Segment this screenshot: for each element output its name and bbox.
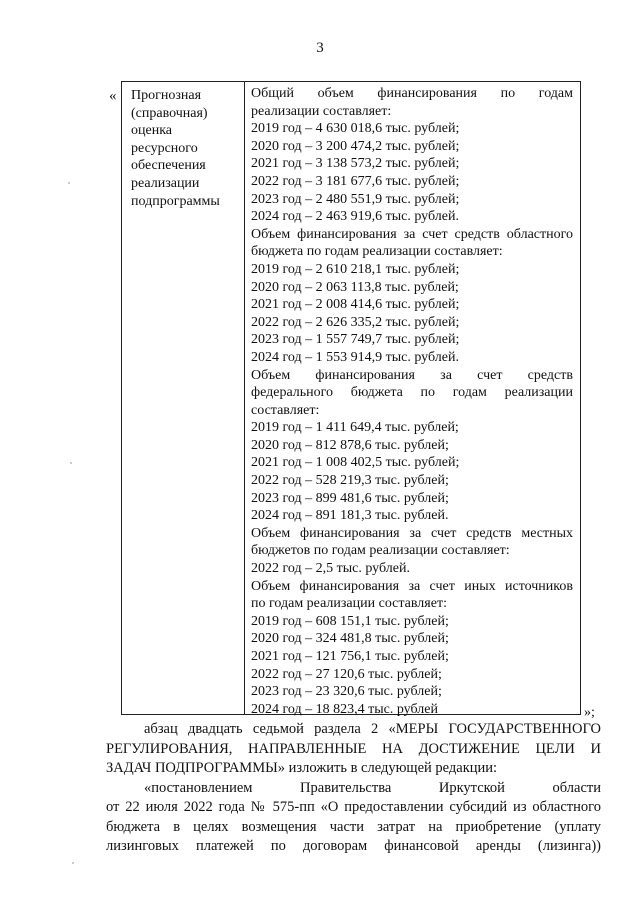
label-line: ресурсного [131,140,198,156]
paragraph-line: от 22 июля 2022 года № 575-пп «О предоставлении субсидий из областного [106,799,601,815]
value-line: 2020 год – 3 200 474,2 тыс. рублей; [251,138,460,154]
label-line: оценка [131,123,173,139]
paragraph-line: бюджета в целях возмещения части затрат на приобретение (уплату [106,818,601,835]
paragraph-amendment [106,720,601,779]
value-line: 2024 год – 891 181,3 тыс. рублей. [251,508,449,524]
table-value-cell [245,82,580,717]
value-line: 2022 год – 2 626 335,2 тыс. рублей; [251,314,460,330]
resource-table [121,81,581,715]
body-text [106,720,601,857]
value-line: 2019 год – 2 610 218,1 тыс. рублей; [251,261,460,277]
value-line: 2022 год – 2,5 тыс. рублей. [251,561,410,577]
paragraph-line: ЗАДАЧ ПОДПРОГРАММЫ» изложить в следующей редакции: [106,760,498,776]
paragraph-new-text [106,779,601,857]
value-line: 2023 год – 1 557 749,7 тыс. рублей; [251,332,460,348]
closing-quote-mark: »; [584,705,595,720]
value-line: 2021 год – 1 008 402,5 тыс. рублей; [251,455,460,471]
value-line: 2020 год – 812 878,6 тыс. рублей; [251,437,449,453]
value-line: Объем финансирования за счет иных источников [251,578,573,594]
value-line: федерального бюджета по годам реализации [251,385,573,401]
value-line: 2019 год – 4 630 018,6 тыс. рублей; [251,121,460,137]
value-line: 2024 год – 18 823,4 тыс. рублей [251,701,438,717]
page-number: 3 [316,40,324,56]
value-line: 2021 год – 121 756,1 тыс. рублей; [251,649,449,664]
scan-speck [72,862,74,864]
label-line: реализации [131,175,200,191]
paragraph-line: РЕГУЛИРОВАНИЯ, НАПРАВЛЕННЫЕ НА ДОСТИЖЕНИЕ ЦЕЛИ И [106,740,601,757]
value-line: 2023 год – 23 320,6 тыс. рублей; [251,684,442,700]
scan-speck [68,182,70,184]
value-line: 2022 год – 27 120,6 тыс. рублей; [251,666,442,682]
value-line: 2022 год – 3 181 677,6 тыс. рублей; [251,173,460,189]
value-line: 2022 год – 528 219,3 тыс. рублей; [251,473,449,489]
label-line: подпрограммы [131,193,220,209]
opening-quote-mark: « [109,88,117,104]
value-line: 2021 год – 3 138 573,2 тыс. рублей; [251,156,460,172]
value-line: Объем финансирования за счет средств областного [251,226,573,242]
label-line: Прогнозная [131,88,202,103]
value-line: Общий объем финансирования по годам [251,86,573,101]
label-line: обеспечения [131,158,206,174]
value-line: реализации составляет: [251,103,392,119]
label-line: (справочная) [131,105,208,121]
paragraph-line: «постановлением Правительства Иркутской области [144,779,601,796]
value-line: 2019 год – 1 411 649,4 тыс. рублей; [251,420,459,436]
value-line: бюджетов по годам реализации составляет: [251,543,510,559]
value-line: 2020 год – 324 481,8 тыс. рублей; [251,631,449,647]
value-line: Объем финансирования за счет средств местных [251,525,573,541]
table-label-cell [122,82,245,714]
paragraph-line: абзац двадцать седьмой раздела 2 «МЕРЫ ГОСУДАРСТВЕННОГО [144,721,601,737]
value-line: 2024 год – 1 553 914,9 тыс. рублей. [251,349,459,365]
value-line: Объем финансирования за счет средств [251,367,573,383]
value-line: 2023 год – 2 480 551,9 тыс. рублей; [251,191,460,207]
value-line: 2020 год – 2 063 113,8 тыс. рублей; [251,279,459,295]
value-line: по годам реализации составляет: [251,596,447,612]
value-line: 2019 год – 608 151,1 тыс. рублей; [251,613,449,629]
value-line: 2024 год – 2 463 919,6 тыс. рублей. [251,209,459,225]
scan-speck [70,462,72,464]
value-line: 2023 год – 899 481,6 тыс. рублей; [251,490,449,506]
value-line: составляет: [251,402,320,418]
value-line: бюджета по годам реализации составляет: [251,244,503,260]
value-line: 2021 год – 2 008 414,6 тыс. рублей; [251,297,460,313]
paragraph-line: лизинговых платежей по договорам финансовой аренды (лизинга)) [106,838,601,854]
